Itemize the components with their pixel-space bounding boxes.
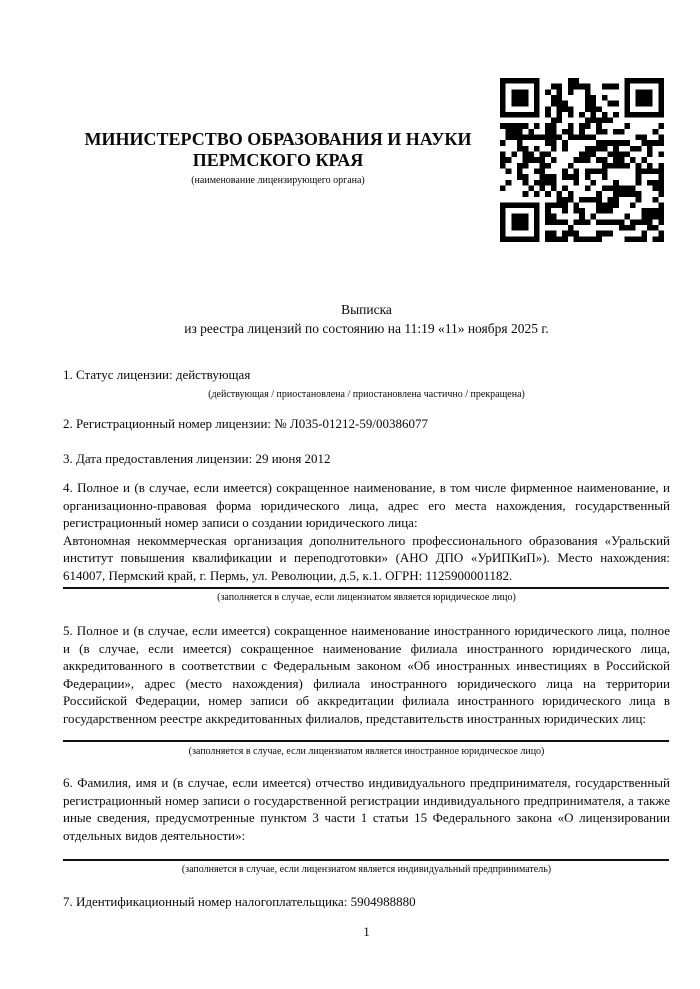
extract-subtitle: из реестра лицензий по состоянию на 11:19 «11» ноября 2025 г. [184, 321, 549, 336]
foreign-entity-section [63, 622, 670, 727]
registration-number-line: 2. Регистрационный номер лицензии: № Л035-01212-59/00386077 [63, 416, 429, 431]
qr-code-image [500, 78, 664, 242]
legal-entity-label: 4. Полное и (в случае, если имеется) сокращенное наименование, в том числе фирменное наименование, и организационно-правовая форма юридического лица, адрес его места нахождения, государственный регистрационный номер записи о создании юридического лица: [63, 480, 670, 530]
document-title [63, 300, 670, 338]
license-status-line: 1. Статус лицензии: действующая [63, 367, 251, 382]
legal-entity-value: Автономная некоммерческая организация дополнительного профессионального образования «Уральский институт повышения квалификации и переподготовки» (АНО ДПО «УрИПКиП»). Место нахождения: 614007, Пермский край, г. Пермь, ул. Революции, д.5, к.1. ОГРН: 1125900001182. [63, 532, 670, 583]
page-number: 1 [363, 924, 370, 939]
foreign-entity-fill-line [63, 740, 669, 742]
entrepreneur-fill-line [63, 859, 669, 861]
issuing-authority-caption: (наименование лицензирующего органа) [191, 175, 365, 186]
entrepreneur-section [63, 774, 670, 844]
issuing-authority-header [63, 129, 493, 187]
foreign-entity-caption: (заполняется в случае, если лицензиатом является иностранное юридическое лицо) [188, 746, 545, 757]
license-grant-date-line: 3. Дата предоставления лицензии: 29 июня 2012 [63, 451, 331, 466]
entrepreneur-caption: (заполняется в случае, если лицензиатом является индивидуальный предприниматель) [181, 864, 552, 875]
extract-title: Выписка [341, 302, 392, 317]
legal-entity-fill-line [63, 587, 669, 589]
foreign-entity-label: 5. Полное и (в случае, если имеется) сокращенное наименование иностранного юридического лица, полное и (в случае, если имеется) сокращенное наименование филиала иностранного юридического лица, аккредитованного в соответствии с Федеральным законом «Об иностранных инвестициях в Российской Федерации», адрес (место нахождения) филиала иностранного юридического лица на территории Российской Федерации, номер записи об аккредитации филиала иностранного юридического лица в государственном реестре аккредитованных филиалов, представительств иностранных юридических лиц: [63, 623, 670, 726]
ministry-name: МИНИСТЕРСТВО ОБРАЗОВАНИЯ И НАУКИ ПЕРМСКОГО КРАЯ [84, 129, 472, 170]
legal-entity-caption: (заполняется в случае, если лицензиатом является юридическое лицо) [217, 592, 516, 603]
license-status-options-caption: (действующая / приостановлена / приостановлена частично / прекращена) [208, 389, 525, 400]
entrepreneur-label: 6. Фамилия, имя и (в случае, если имеется) отчество индивидуального предпринимателя, государственный регистрационный номер записи о государственной регистрации индивидуального предпринимателя, а также иные сведения, предусмотренные пунктом 3 части 1 статьи 15 Федерального закона «О лицензировании отдельных видов деятельности»: [63, 775, 670, 843]
taxpayer-id-line: 7. Идентификационный номер налогоплательщика: 5904988880 [63, 894, 416, 909]
legal-entity-section [63, 479, 670, 584]
qr-code [500, 78, 664, 242]
